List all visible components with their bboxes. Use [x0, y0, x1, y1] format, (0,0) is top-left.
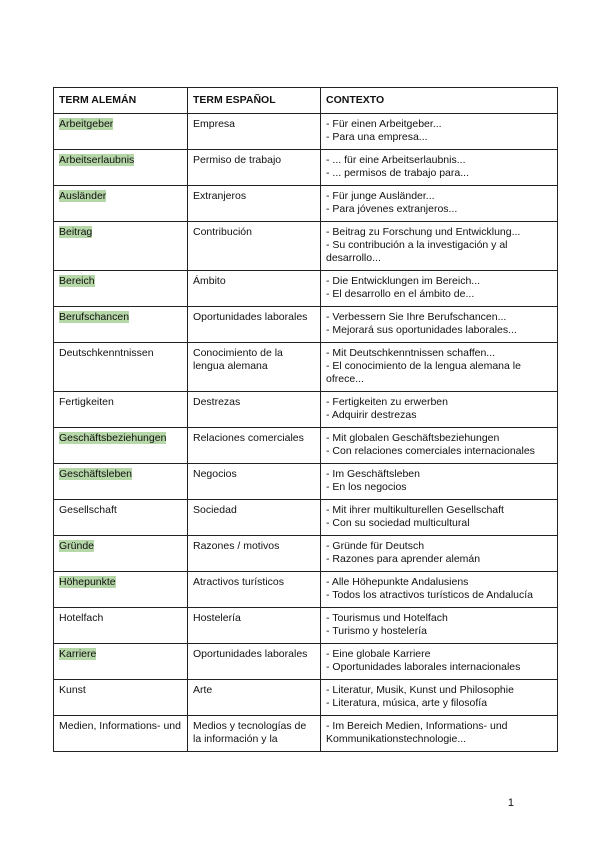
glossary-table-body — [54, 114, 558, 752]
context-line: - Die Entwicklungen im Bereich... — [326, 275, 481, 287]
german-term-cell — [54, 644, 188, 680]
context-cell — [321, 680, 558, 716]
context-cell — [321, 114, 558, 150]
spanish-term-cell — [188, 536, 321, 572]
german-term-cell — [54, 186, 188, 222]
context-line: - Gründe für Deutsch — [326, 540, 425, 552]
context-cell — [321, 500, 558, 536]
spanish-term-cell — [188, 307, 321, 343]
table-row — [54, 500, 558, 536]
spanish-term-cell — [188, 428, 321, 464]
spanish-term: Hostelería — [193, 612, 241, 624]
german-term: Höhepunkte — [59, 576, 116, 588]
context-line: - El conocimiento de la lengua alemana le ofrece... — [326, 360, 521, 385]
german-term-cell — [54, 464, 188, 500]
spanish-term: Contribución — [193, 226, 252, 238]
german-term: Karriere — [59, 648, 97, 660]
table-row — [54, 536, 558, 572]
german-term: Berufschancen — [59, 311, 130, 323]
context-line: - Oportunidades laborales internacionales — [326, 661, 521, 673]
table-row — [54, 222, 558, 271]
context-line: - Para jóvenes extranjeros... — [326, 203, 458, 215]
german-term: Gründe — [59, 540, 95, 552]
context-cell — [321, 716, 558, 752]
table-row — [54, 716, 558, 752]
context-cell — [321, 608, 558, 644]
spanish-term-cell — [188, 608, 321, 644]
context-line: - ... für eine Arbeitserlaubnis... — [326, 154, 466, 166]
german-term: Arbeitgeber — [59, 118, 114, 130]
document-page — [53, 87, 557, 752]
spanish-term-cell — [188, 150, 321, 186]
context-line: - Literatura, música, arte y filosofía — [326, 697, 488, 709]
table-row — [54, 150, 558, 186]
context-line: - En los negocios — [326, 481, 407, 493]
context-line: - ... permisos de trabajo para... — [326, 167, 469, 179]
context-line: - Todos los atractivos turísticos de Andalucía — [326, 589, 533, 601]
table-row — [54, 572, 558, 608]
german-term-cell — [54, 343, 188, 392]
german-term-cell — [54, 114, 188, 150]
context-line: - Mit Deutschkenntnissen schaffen... — [326, 347, 496, 359]
context-cell — [321, 392, 558, 428]
context-line: - Su contribución a la investigación y al desarrollo... — [326, 239, 508, 264]
table-row — [54, 644, 558, 680]
spanish-term: Destrezas — [193, 396, 241, 408]
table-row — [54, 464, 558, 500]
german-term: Medien, Informations- und — [59, 720, 181, 732]
header-context: CONTEXTO — [321, 88, 558, 114]
spanish-term: Extranjeros — [193, 190, 247, 202]
context-line: - Mejorará sus oportunidades laborales... — [326, 324, 517, 336]
context-line: - Eine globale Karriere — [326, 648, 431, 660]
spanish-term-cell — [188, 500, 321, 536]
german-term: Kunst — [59, 684, 86, 696]
context-line: - Con relaciones comerciales internacionales — [326, 445, 535, 457]
context-line: - Tourismus und Hotelfach — [326, 612, 448, 624]
header-german-term: TERM ALEMÁN — [54, 88, 188, 114]
spanish-term: Relaciones comerciales — [193, 432, 304, 444]
table-row — [54, 392, 558, 428]
context-cell — [321, 343, 558, 392]
spanish-term: Conocimiento de la lengua alemana — [193, 347, 283, 372]
spanish-term: Oportunidades laborales — [193, 311, 308, 323]
context-line: - Beitrag zu Forschung und Entwicklung... — [326, 226, 521, 238]
context-line: - Adquirir destrezas — [326, 409, 417, 421]
context-line: - El desarrollo en el ámbito de... — [326, 288, 475, 300]
table-row — [54, 186, 558, 222]
german-term: Hotelfach — [59, 612, 104, 624]
spanish-term: Empresa — [193, 118, 236, 130]
glossary-table — [53, 87, 558, 752]
context-line: - Im Geschäftsleben — [326, 468, 420, 480]
german-term-cell — [54, 307, 188, 343]
context-line: - Mit globalen Geschäftsbeziehungen — [326, 432, 500, 444]
spanish-term-cell — [188, 392, 321, 428]
german-term: Fertigkeiten — [59, 396, 114, 408]
context-line: - Turismo y hostelería — [326, 625, 427, 637]
german-term-cell — [54, 572, 188, 608]
context-line: - Mit ihrer multikulturellen Gesellschaft — [326, 504, 504, 516]
german-term-cell — [54, 150, 188, 186]
german-term-cell — [54, 392, 188, 428]
german-term-cell — [54, 222, 188, 271]
context-line: - Alle Höhepunkte Andalusiens — [326, 576, 469, 588]
table-row — [54, 114, 558, 150]
context-cell — [321, 186, 558, 222]
table-row — [54, 680, 558, 716]
context-line: - Para una empresa... — [326, 131, 428, 143]
german-term-cell — [54, 536, 188, 572]
table-row — [54, 608, 558, 644]
context-cell — [321, 222, 558, 271]
page-number: 1 — [507, 797, 514, 809]
context-cell — [321, 644, 558, 680]
spanish-term-cell — [188, 680, 321, 716]
context-cell — [321, 536, 558, 572]
context-line: - Für einen Arbeitgeber... — [326, 118, 442, 130]
context-line: - Für junge Ausländer... — [326, 190, 435, 202]
context-line: - Razones para aprender alemán — [326, 553, 481, 565]
spanish-term-cell — [188, 114, 321, 150]
context-line: - Im Bereich Medien, Informations- und Kommunikationstechnologie... — [326, 720, 508, 745]
german-term: Deutschkenntnissen — [59, 347, 154, 359]
spanish-term: Oportunidades laborales — [193, 648, 308, 660]
header-spanish-term: TERM ESPAÑOL — [188, 88, 321, 114]
german-term: Arbeitserlaubnis — [59, 154, 135, 166]
spanish-term: Atractivos turísticos — [193, 576, 285, 588]
german-term-cell — [54, 716, 188, 752]
table-row — [54, 343, 558, 392]
table-row — [54, 307, 558, 343]
german-term: Geschäftsleben — [59, 468, 132, 480]
german-term: Bereich — [59, 275, 95, 287]
german-term-cell — [54, 608, 188, 644]
context-cell — [321, 428, 558, 464]
spanish-term-cell — [188, 343, 321, 392]
spanish-term-cell — [188, 716, 321, 752]
spanish-term-cell — [188, 464, 321, 500]
german-term-cell — [54, 428, 188, 464]
context-line: - Literatur, Musik, Kunst und Philosophie — [326, 684, 514, 696]
spanish-term: Ámbito — [193, 275, 226, 287]
german-term: Gesellschaft — [59, 504, 117, 516]
table-header-row — [54, 88, 558, 114]
spanish-term: Razones / motivos — [193, 540, 280, 552]
context-line: - Verbessern Sie Ihre Berufschancen... — [326, 311, 507, 323]
german-term-cell — [54, 500, 188, 536]
context-line: - Con su sociedad multicultural — [326, 517, 470, 529]
german-term-cell — [54, 680, 188, 716]
spanish-term: Permiso de trabajo — [193, 154, 282, 166]
context-cell — [321, 307, 558, 343]
spanish-term: Medios y tecnologías de la información y la — [193, 720, 307, 745]
spanish-term-cell — [188, 186, 321, 222]
context-cell — [321, 271, 558, 307]
german-term-cell — [54, 271, 188, 307]
german-term: Ausländer — [59, 190, 107, 202]
german-term: Beitrag — [59, 226, 93, 238]
spanish-term-cell — [188, 222, 321, 271]
table-row — [54, 428, 558, 464]
spanish-term: Arte — [193, 684, 213, 696]
spanish-term-cell — [188, 271, 321, 307]
spanish-term-cell — [188, 572, 321, 608]
german-term: Geschäftsbeziehungen — [59, 432, 167, 444]
spanish-term-cell — [188, 644, 321, 680]
context-line: - Fertigkeiten zu erwerben — [326, 396, 448, 408]
spanish-term: Negocios — [193, 468, 237, 480]
table-row — [54, 271, 558, 307]
context-cell — [321, 150, 558, 186]
context-cell — [321, 572, 558, 608]
context-cell — [321, 464, 558, 500]
spanish-term: Sociedad — [193, 504, 237, 516]
